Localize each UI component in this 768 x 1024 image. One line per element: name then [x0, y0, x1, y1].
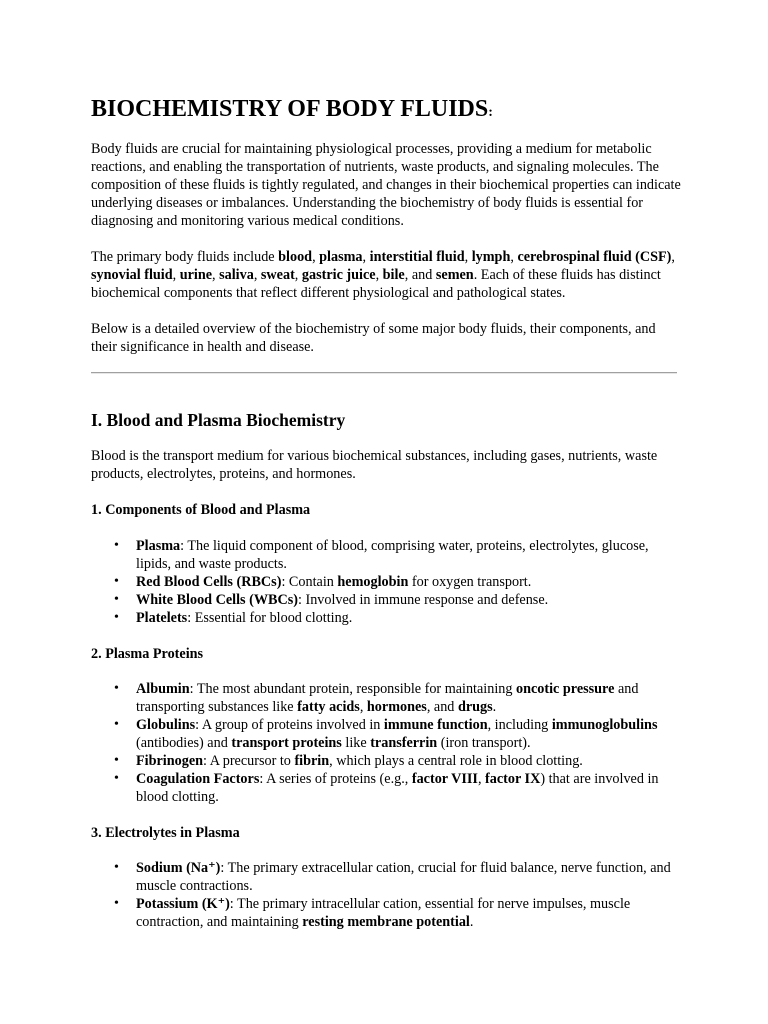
blood-intro-paragraph: Blood is the transport medium for various biochemical substances, including gases, nutrients, waste products, electrolytes, proteins, and hormones. [91, 448, 658, 482]
bold-term: urine [179, 267, 213, 283]
text-run: : The most abundant protein, responsible for maintaining [189, 681, 517, 697]
bullet-icon: • [114, 896, 119, 911]
title-colon: : [488, 105, 493, 120]
bold-term: saliva [219, 267, 254, 283]
bold-term: Sodium (Na⁺) [136, 860, 221, 876]
bold-term: blood [278, 249, 313, 265]
text-run: , [375, 267, 383, 283]
bold-term: plasma [319, 249, 363, 265]
text-run: , [464, 249, 472, 265]
text-run: : The primary extracellular cation, crucial for fluid balance, nerve function, and muscle contractions. [136, 860, 671, 894]
bold-term: semen [435, 267, 474, 283]
bold-term: drugs [457, 699, 493, 715]
components-list [91, 537, 681, 627]
text-run: . [469, 914, 474, 930]
list-item [91, 573, 681, 591]
bullet-icon: • [114, 717, 119, 732]
text-run: : The liquid component of blood, comprising water, proteins, electrolytes, glucose, lipids, and waste products. [136, 538, 649, 572]
intro-paragraph: Body fluids are crucial for maintaining physiological processes, providing a medium for metabolic reactions, and enabling the transportation of nutrients, waste products, and signaling molecules. The composition of these fluids is tightly regulated, and changes in their biochemical properties can indicate underlying diseases or imbalances. Understanding the biochemistry of body fluids is essential for diagnosing and monitoring various medical conditions. [91, 141, 681, 229]
bold-term: Globulins [136, 717, 196, 733]
text-run: , [312, 249, 320, 265]
text-run: : Contain [281, 574, 338, 590]
text-run: , [253, 267, 261, 283]
text-run: : A precursor to [203, 753, 295, 769]
bold-term: interstitial fluid [369, 249, 465, 265]
text-run: The primary body fluids include [91, 249, 279, 265]
text-run: . [492, 699, 497, 715]
bullet-icon: • [114, 538, 119, 553]
list-item [91, 537, 681, 573]
bullet-icon: • [114, 574, 119, 589]
bold-term: Plasma [136, 538, 181, 554]
bullet-icon: • [114, 681, 119, 696]
list-item [91, 591, 681, 609]
list-item [91, 752, 681, 770]
primary-fluids-paragraph [91, 248, 681, 302]
bold-term: factor VIII [411, 771, 478, 787]
text-run: : A group of proteins involved in [195, 717, 384, 733]
text-run: , [671, 249, 675, 265]
text-run: , which plays a central role in blood clotting. [329, 753, 583, 769]
text-run: , [510, 249, 518, 265]
bold-term: transport proteins [231, 735, 342, 751]
text-run: : Essential for blood clotting. [187, 610, 353, 626]
bold-term: hemoglobin [337, 574, 409, 590]
title-text: BIOCHEMISTRY OF BODY FLUIDS [91, 96, 489, 122]
bold-term: Platelets [136, 610, 188, 626]
list-item [91, 609, 681, 627]
list-item [91, 859, 681, 895]
section-heading-blood-plasma: I. Blood and Plasma Biochemistry [91, 410, 346, 430]
subheading-components: 1. Components of Blood and Plasma [91, 502, 311, 518]
bold-term: Fibrinogen [136, 753, 204, 769]
text-run: like [341, 735, 371, 751]
bold-term: gastric juice [301, 267, 376, 283]
text-run: : Involved in immune response and defense. [297, 592, 549, 608]
subheading-electrolytes: 3. Electrolytes in Plasma [91, 825, 240, 841]
bold-term: Albumin [136, 681, 190, 697]
bullet-icon: • [114, 860, 119, 875]
text-run: and transporting substances like [136, 681, 639, 715]
text-run: : A series of proteins (e.g., [259, 771, 412, 787]
bullet-icon: • [114, 610, 119, 625]
bold-term: synovial fluid [91, 267, 173, 283]
electrolytes-list [91, 859, 681, 931]
bold-term: transferrin [370, 735, 438, 751]
bullet-icon: • [114, 592, 119, 607]
bold-term: resting membrane potential [302, 914, 470, 930]
bullet-icon: • [114, 753, 119, 768]
bold-term: Potassium (K⁺) [136, 896, 230, 912]
text-run: , and [426, 699, 458, 715]
text-run: , [172, 267, 180, 283]
bold-term: bile [382, 267, 405, 283]
overview-paragraph: Below is a detailed overview of the biochemistry of some major body fluids, their components, and their significance in health and disease. [91, 321, 656, 355]
document-title [91, 94, 493, 128]
bold-term: sweat [260, 267, 295, 283]
text-run: for oxygen transport. [408, 574, 532, 590]
subheading-plasma-proteins: 2. Plasma Proteins [91, 646, 204, 662]
section-divider [91, 372, 677, 374]
list-item [91, 716, 681, 752]
text-run: , [294, 267, 302, 283]
text-run: (antibodies) and [136, 735, 232, 751]
bold-term: lymph [471, 249, 511, 265]
text-run: , [359, 699, 367, 715]
text-run: ) that are involved in blood clotting. [136, 771, 659, 805]
bold-term: oncotic pressure [516, 681, 615, 697]
list-item [91, 680, 681, 716]
bold-term: immune function [383, 717, 488, 733]
bold-term: hormones [366, 699, 427, 715]
list-item [91, 895, 681, 931]
bold-term: cerebrospinal fluid (CSF) [517, 249, 672, 265]
bold-term: fibrin [294, 753, 330, 769]
bold-term: White Blood Cells (WBCs) [136, 592, 298, 608]
bold-term: immunoglobulins [551, 717, 658, 733]
bullet-icon: • [114, 771, 119, 786]
bold-term: Coagulation Factors [136, 771, 260, 787]
list-item [91, 770, 681, 806]
text-run: . Each of these fluids has distinct biochemical components that reflect different physiological and pathological states. [91, 267, 661, 301]
plasma-proteins-list [91, 680, 681, 806]
text-run: , [477, 771, 486, 787]
text-run: , [362, 249, 370, 265]
text-run: : The primary intracellular cation, essential for nerve impulses, muscle contraction, and maintaining [136, 896, 631, 930]
bold-term: Red Blood Cells (RBCs) [136, 574, 282, 590]
text-run: (iron transport). [437, 735, 531, 751]
text-run: , [212, 267, 220, 283]
bold-term: fatty acids [297, 699, 360, 715]
bold-term: factor IX [485, 771, 541, 787]
text-run: , and [404, 267, 436, 283]
text-run: , including [487, 717, 552, 733]
